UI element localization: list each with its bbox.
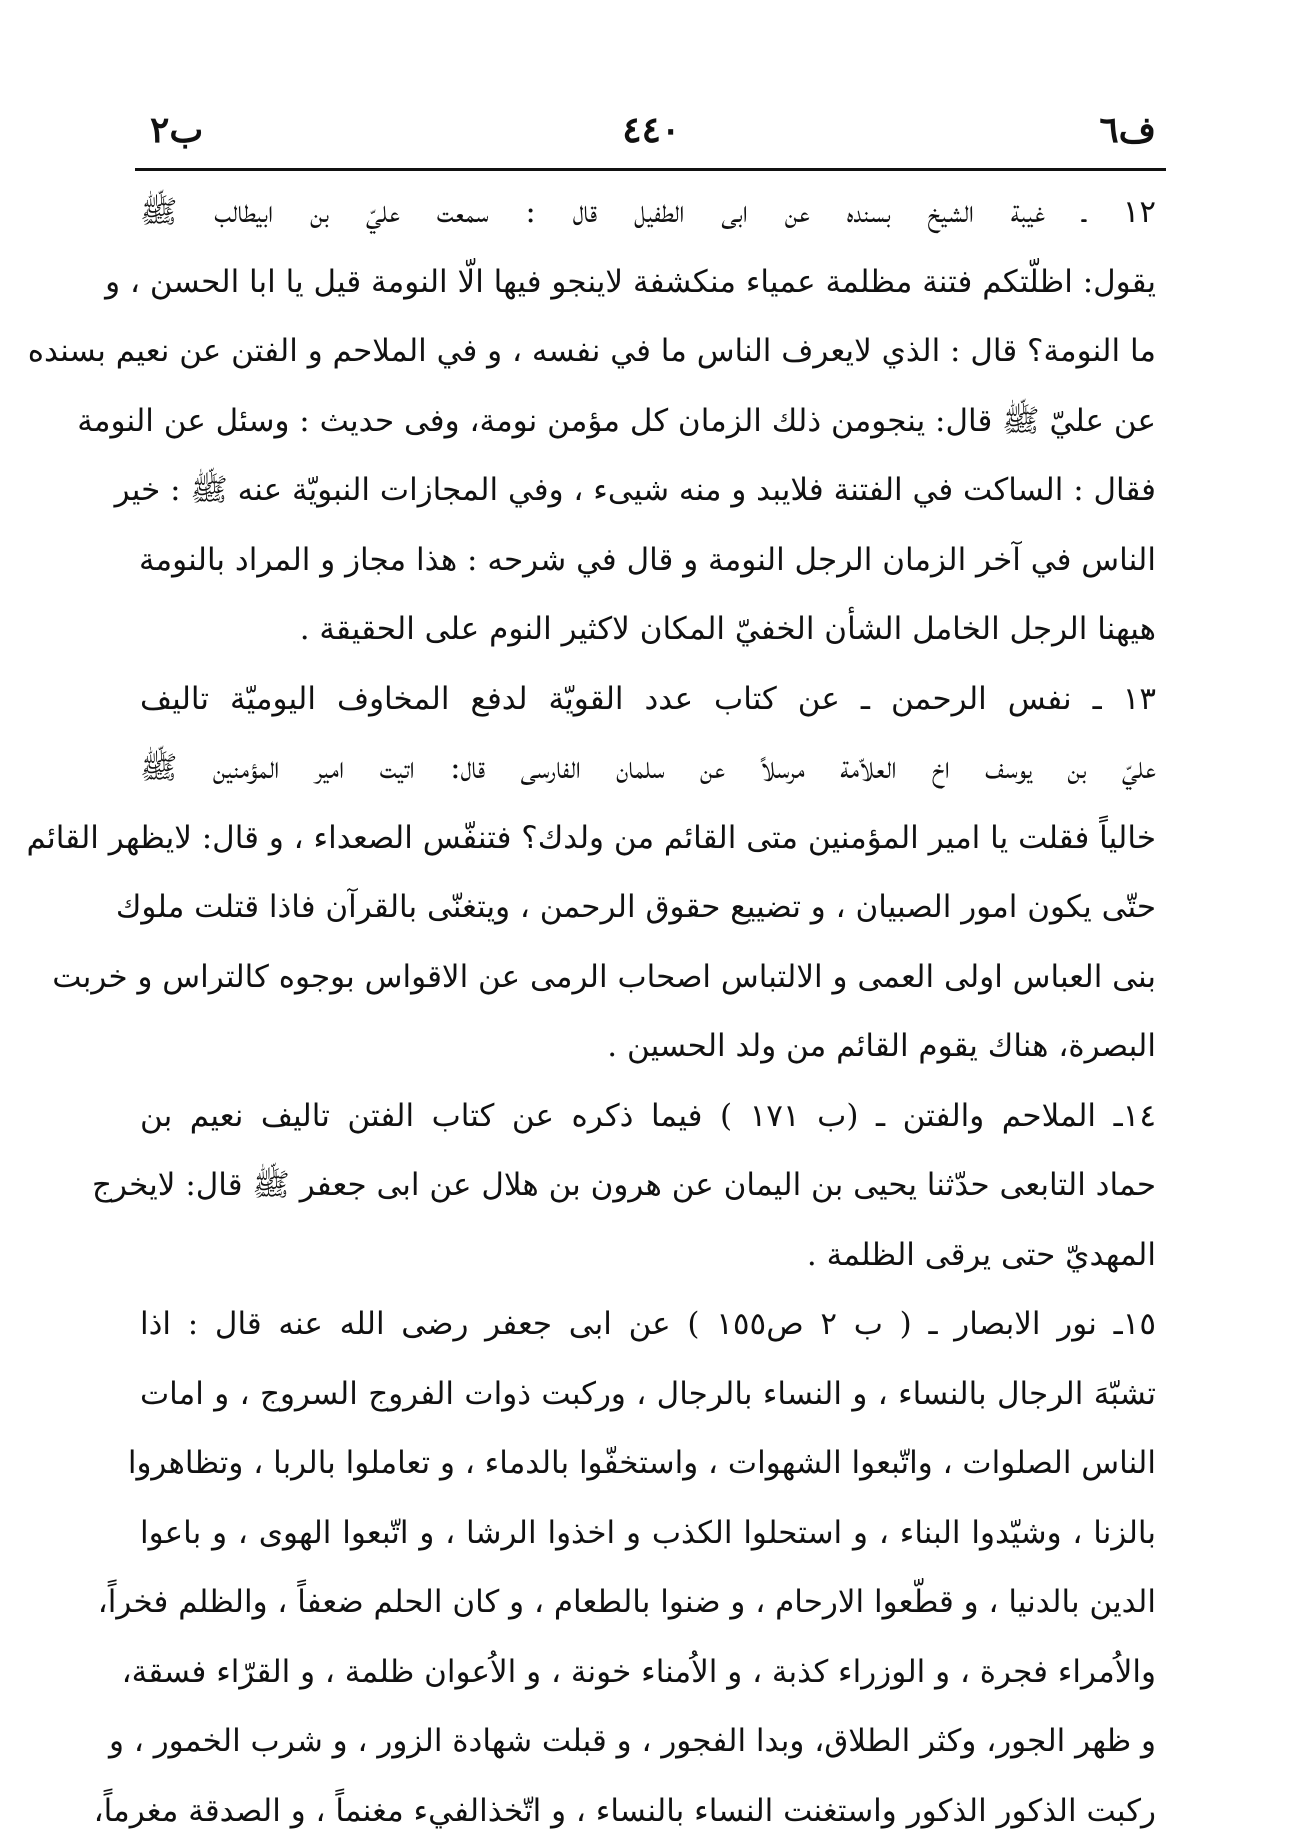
text-line: بنى العباس اولى العمى و الالتباس اصحاب الرمى عن الاقواس بوجوه كالتراس و خربت (140, 943, 1156, 1013)
page-header (150, 100, 1156, 160)
text-line: عليّ بن يوسف اخ العلاّمة مرسلاً عن سلمان الفارسى قال: اتيت امير المؤمنين ﷺ (140, 734, 1156, 804)
text-line: الناس في آخر الزمان الرجل النومة و قال في شرحه : هذا مجاز و المراد بالنومة (140, 526, 1156, 596)
text-line: و ظهر الجور، وكثر الطلاق، وبدا الفجور ، و قبلت شهادة الزور ، و شرب الخمور ، و (140, 1707, 1156, 1777)
header-left-label: ب٢ (150, 109, 203, 151)
text-line: حتّى يكون امور الصبيان ، و تضييع حقوق الرحمن ، ويتغنّى بالقرآن فاذا قتلت ملوك (140, 873, 1156, 943)
text-line: عن عليّ ﷺ قال: ينجومن ذلك الزمان كل مؤمن نومة، وفى حديث : وسئل عن النومة (140, 387, 1156, 457)
text-line: يقول: اظلّتكم فتنة مظلمة عمياء منكشفة لاينجو فيها الّا النومة قيل يا ابا الحسن ، و (140, 248, 1156, 318)
text-line: ركبت الذكور الذكور واستغنت النساء بالنساء ، و اتّخذالفيء مغنماً ، و الصدقة مغرماً، (140, 1777, 1156, 1846)
text-line: بالزنا ، وشيّدوا البناء ، و استحلوا الكذب و اخذوا الرشا ، و اتّبعوا الهوى ، و باعوا (140, 1499, 1156, 1569)
page-number: ٤٤٠ (622, 109, 680, 151)
text-line: خالياً فقلت يا امير المؤمنين متى القائم من ولدك؟ فتنفّس الصعداء ، و قال: لايظهر القائم (140, 804, 1156, 874)
text-line: الدين بالدنيا ، و قطّعوا الارحام ، و ضنوا بالطعام ، و كان الحلم ضعفاً ، والظلم فخراً، (140, 1568, 1156, 1638)
text-body (140, 178, 1156, 1846)
text-line: المهديّ حتى يرقى الظلمة . (140, 1221, 1156, 1291)
text-line: ١٥ـ نور الابصار ـ ( ب ٢ ص١٥٥ ) عن ابى جعفر رضى الله عنه قال : اذا (140, 1290, 1156, 1360)
text-line: فقال : الساكت في الفتنة فلايبد و منه شيىء ، وفي المجازات النبويّة عنه ﷺ : خير (140, 456, 1156, 526)
text-line: حماد التابعى حدّثنا يحيى بن اليمان عن هرون بن هلال عن ابى جعفر ﷺ قال: لايخرج (140, 1151, 1156, 1221)
text-line: الناس الصلوات ، واتّبعوا الشهوات ، واستخفّوا بالدماء ، و تعاملوا بالربا ، وتظاهروا (140, 1429, 1156, 1499)
text-line: ١٤ـ الملاحم والفتن ـ (ب ١٧١ ) فيما ذكره عن كتاب الفتن تاليف نعيم بن (140, 1082, 1156, 1152)
text-line: ١٢ ـ غيبة الشيخ بسنده عن ابى الطفيل قال : سمعت عليّ بن ابيطالب ﷺ (140, 178, 1156, 248)
text-line: والاُمراء فجرة ، و الوزراء كذبة ، و الاُمناء خونة ، و الاُعوان ظلمة ، و القرّاء فسقة، (140, 1638, 1156, 1708)
text-line: البصرة، هناك يقوم القائم من ولد الحسين . (140, 1012, 1156, 1082)
text-line: تشبّهَ الرجال بالنساء ، و النساء بالرجال ، وركبت ذوات الفروج السروج ، و امات (140, 1360, 1156, 1430)
text-line: ما النومة؟ قال : الذي لايعرف الناس ما في نفسه ، و في الملاحم و الفتن عن نعيم بسنده (140, 317, 1156, 387)
header-divider (135, 168, 1166, 171)
header-right-label: ف٦ (1099, 109, 1156, 151)
text-line: هيهنا الرجل الخامل الشأن الخفيّ المكان لاكثير النوم على الحقيقة . (140, 595, 1156, 665)
text-line: ١٣ ـ نفس الرحمن ـ عن كتاب عدد القويّة لدفع المخاوف اليوميّة تاليف (140, 665, 1156, 735)
